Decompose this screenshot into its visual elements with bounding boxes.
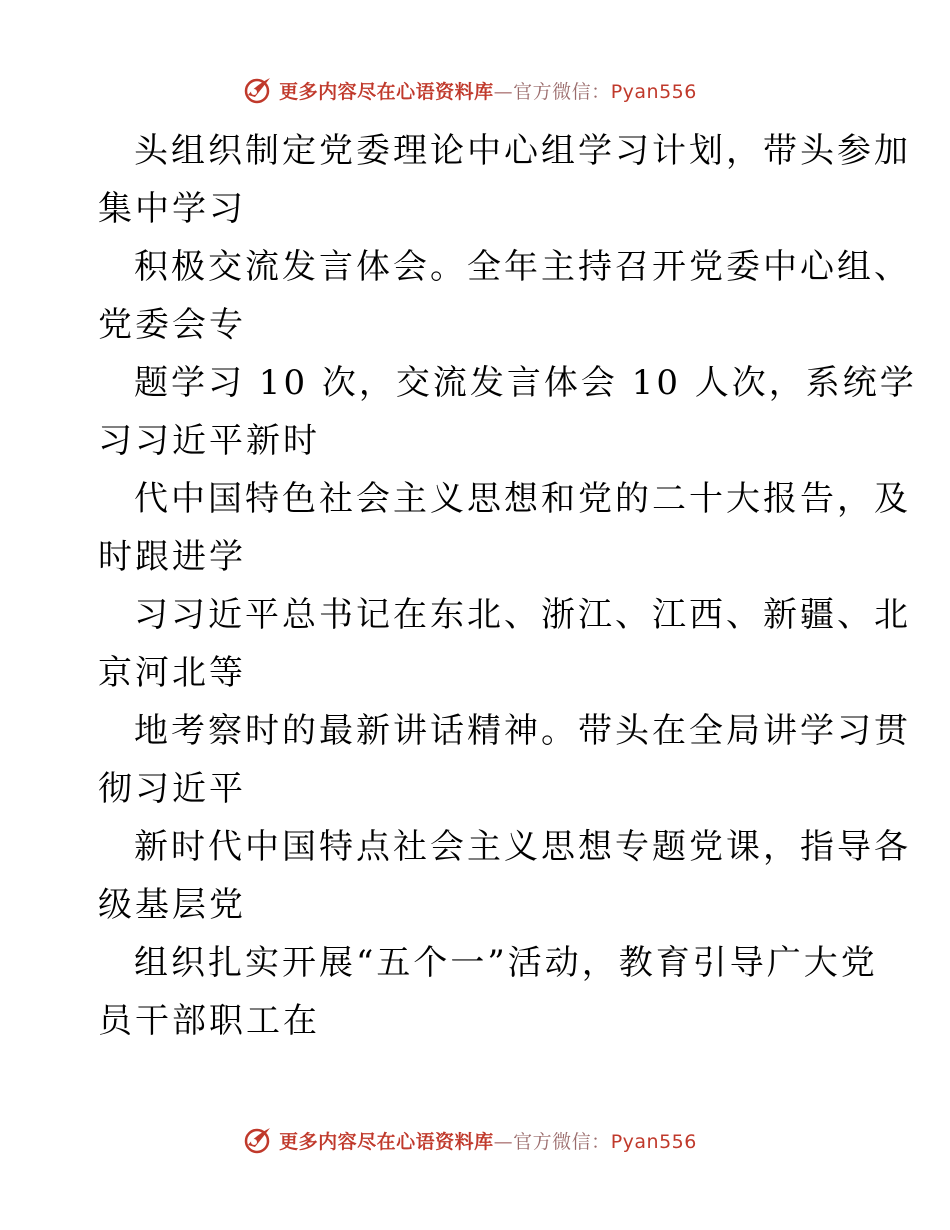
text-line: 地考察时的最新讲话精神。带头在全局讲学习贯 [134,711,911,751]
watermark-brand: 更多内容尽在心语资料库 [279,80,494,103]
text-line: 头组织制定党委理论中心组学习计划，带头参加 [134,131,911,171]
watermark-contact: Pyan556 [610,80,697,103]
text-line: 京河北等 [98,653,246,693]
watermark-separator: — [493,1130,514,1153]
footer-watermark [0,1120,950,1160]
text-line: 题学习 10 次，交流发言体会 10 人次，系统学 [134,363,917,403]
document-body [98,122,917,1050]
watermark-separator: — [493,80,514,103]
text-line: 党委会专 [98,305,246,345]
watermark-brand: 更多内容尽在心语资料库 [279,1130,494,1153]
text-line: 组织扎实开展“五个一”活动，教育引导广大党 [134,943,878,983]
watermark-contact: Pyan556 [610,1130,697,1153]
text-line: 习习近平新时 [98,421,320,461]
text-line: 员干部职工在 [98,1001,320,1041]
watermark-label: 官方微信： [513,1130,611,1153]
text-line: 代中国特色社会主义思想和党的二十大报告，及 [134,479,911,519]
text-line: 习习近平总书记在东北、浙江、江西、新疆、北 [134,595,911,635]
quill-logo-icon [243,1125,273,1155]
watermark-label: 官方微信： [513,80,611,103]
text-line: 时跟进学 [98,537,246,577]
quill-logo-icon [243,75,273,105]
text-line: 积极交流发言体会。全年主持召开党委中心组、 [134,247,911,287]
text-line: 彻习近平 [98,769,246,809]
text-line: 集中学习 [98,189,246,229]
text-line: 新时代中国特点社会主义思想专题党课，指导各 [134,827,911,867]
text-line: 级基层党 [98,885,246,925]
header-watermark [0,70,950,110]
